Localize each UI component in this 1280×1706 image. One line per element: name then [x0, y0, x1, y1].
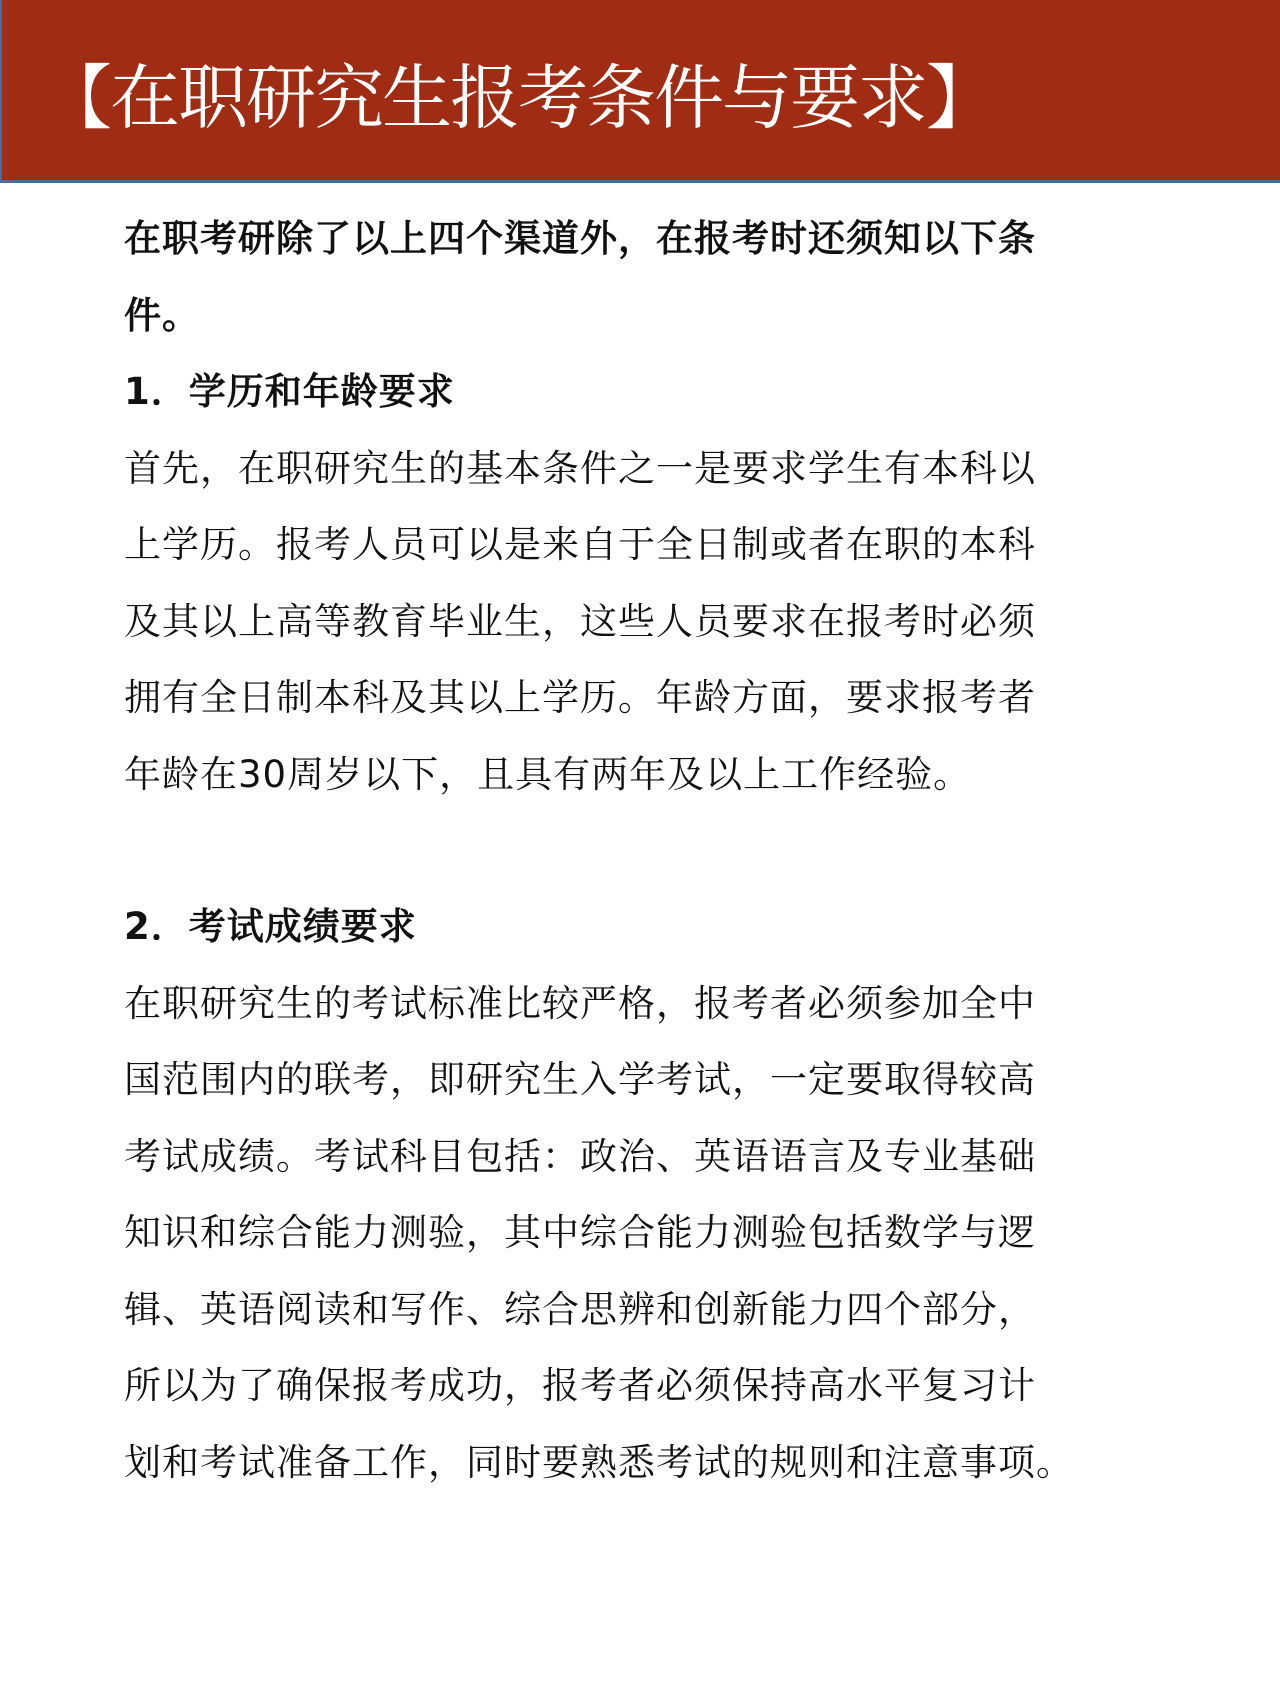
section-heading: 1．学历和年龄要求: [124, 370, 455, 413]
paragraph-line: 在职研究生的考试标准比较严格，报考者必须参加全中: [124, 981, 1036, 1025]
paragraph-line: 上学历。报考人员可以是来自于全日制或者在职的本科: [124, 523, 1036, 566]
paragraph-line: 国范围内的联考，即研究生入学考试，一定要取得较高: [124, 1058, 1036, 1101]
paragraph-line: 知识和综合能力测验，其中综合能力测验包括数学与逻: [124, 1211, 1036, 1254]
intro-line: 件。: [124, 293, 200, 337]
title-banner: [0, 0, 1280, 183]
paragraph-line: 考试成绩。考试科目包括：政治、英语语言及专业基础: [124, 1134, 1036, 1178]
paragraph-line: 及其以上高等教育毕业生，这些人员要求在报考时必须: [124, 599, 1036, 643]
intro-line: 在职考研除了以上四个渠道外，在报考时还须知以下条: [124, 217, 1036, 260]
page-title: 【在职研究生报考条件与要求】: [42, 57, 994, 139]
paragraph-line: 首先，在职研究生的基本条件之一是要求学生有本科以: [124, 446, 1036, 490]
paragraph-line: 年龄在30周岁以下，且具有两年及以上工作经验。: [124, 752, 972, 796]
paragraph-line: 辑、英语阅读和写作、综合思辨和创新能力四个部分，: [124, 1287, 1036, 1331]
article-body: [124, 212, 1184, 1512]
paragraph-line: 划和考试准备工作，同时要熟悉考试的规则和注意事项。: [124, 1440, 1074, 1484]
paragraph-line: 所以为了确保报考成功，报考者必须保持高水平复习计: [124, 1364, 1036, 1407]
section-heading: 2．考试成绩要求: [124, 905, 417, 948]
paragraph-line: 拥有全日制本科及其以上学历。年龄方面，要求报考者: [124, 676, 1036, 719]
